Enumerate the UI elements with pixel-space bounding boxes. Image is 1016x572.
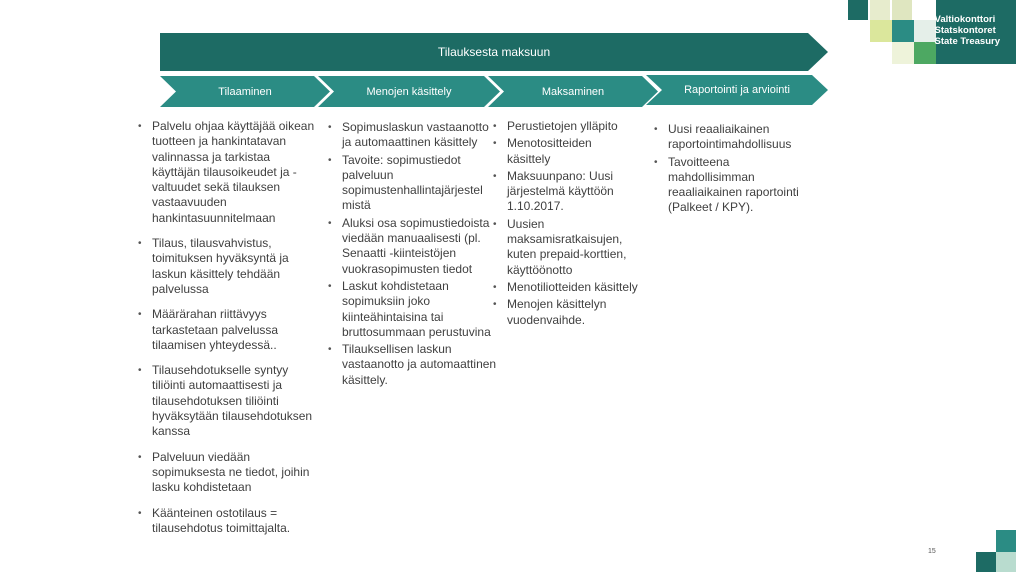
list-item: • Uusi reaaliaikainen raportointimahdollisuus — [654, 122, 804, 153]
list-item: • Menojen käsittelyn vuodenvaihde. — [493, 297, 638, 328]
column-maksaminen — [493, 119, 638, 330]
list-item: • Uusien maksamisratkaisujen, kuten prepaid-korttien, käyttöönotto — [493, 217, 638, 278]
column-raportointi — [654, 122, 804, 218]
list-item: • Maksuunpano: Uusi järjestelmä käyttöön 1.10.2017. — [493, 169, 638, 215]
phase-label: Menojen käsittely — [366, 85, 452, 98]
list-item: • Aluksi osa sopimustiedoista viedään manuaalisesti (pl. Senaatti -kiinteistöjen vuokrasopimusten tiedot — [328, 216, 498, 277]
list-item: • Tilausehdotukselle syntyy tiliöinti automaattisesti ja tilausehdotuksen tiliöinti hyväksytään tilausehdotuksen kanssa — [138, 363, 316, 439]
list-item: • Menotositteiden käsittely — [493, 136, 638, 167]
process-banner-title: Tilauksesta maksuun — [437, 45, 551, 59]
column-tilaaminen — [138, 119, 316, 546]
list-item: • Tavoitteena mahdollisimman reaaliaikainen raportointi (Palkeet / KPY). — [654, 155, 804, 216]
brand-line: Statskontoret — [934, 25, 996, 36]
list-item: • Palvelu ohjaa käyttäjää oikean tuotteen ja hankintatavan valinnassa ja tarkistaa käyttäjän tilausoikeudet ja -valtuudet sekä tilauksen vastaavuuden hankintasuunnitelmaan — [138, 119, 316, 226]
list-item: • Palveluun viedään sopimuksesta ne tiedot, joihin lasku kohdistetaan — [138, 450, 316, 496]
list-item: • Tilaus, tilausvahvistus, toimituksen hyväksyntä ja laskun käsittely tehdään palvelussa — [138, 236, 316, 297]
list-item: • Käänteinen ostotilaus = tilausehdotus toimittajalta. — [138, 506, 316, 537]
list-item: • Määrärahan riittävyys tarkastetaan palvelussa tilaamisen yhteydessä.. — [138, 307, 316, 353]
list-item: • Tavoite: sopimustiedot palveluun sopimustenhallintajärjestel mistä — [328, 153, 498, 214]
column-menojen-kasittely — [328, 120, 498, 390]
list-item: • Perustietojen ylläpito — [493, 119, 638, 134]
phase-label: Maksaminen — [541, 85, 605, 98]
list-item: • Menotiliotteiden käsittely — [493, 280, 638, 295]
page-number: 15 — [928, 548, 936, 555]
list-item: • Sopimuslaskun vastaanotto ja automaattinen käsittely — [328, 120, 498, 151]
brand-logo — [935, 14, 1000, 47]
brand-line: Valtiokonttori — [934, 14, 996, 25]
phase-label: Raportointi ja arviointi — [684, 84, 790, 96]
list-item: • Tilauksellisen laskun vastaanotto ja automaattinen käsittely. — [328, 342, 498, 388]
brand-line: State Treasury — [934, 36, 1000, 47]
phase-label: Tilaaminen — [218, 85, 272, 98]
list-item: • Laskut kohdistetaan sopimuksiin joko kiinteähintaisina tai bruttosummaan perustuvina — [328, 279, 498, 340]
